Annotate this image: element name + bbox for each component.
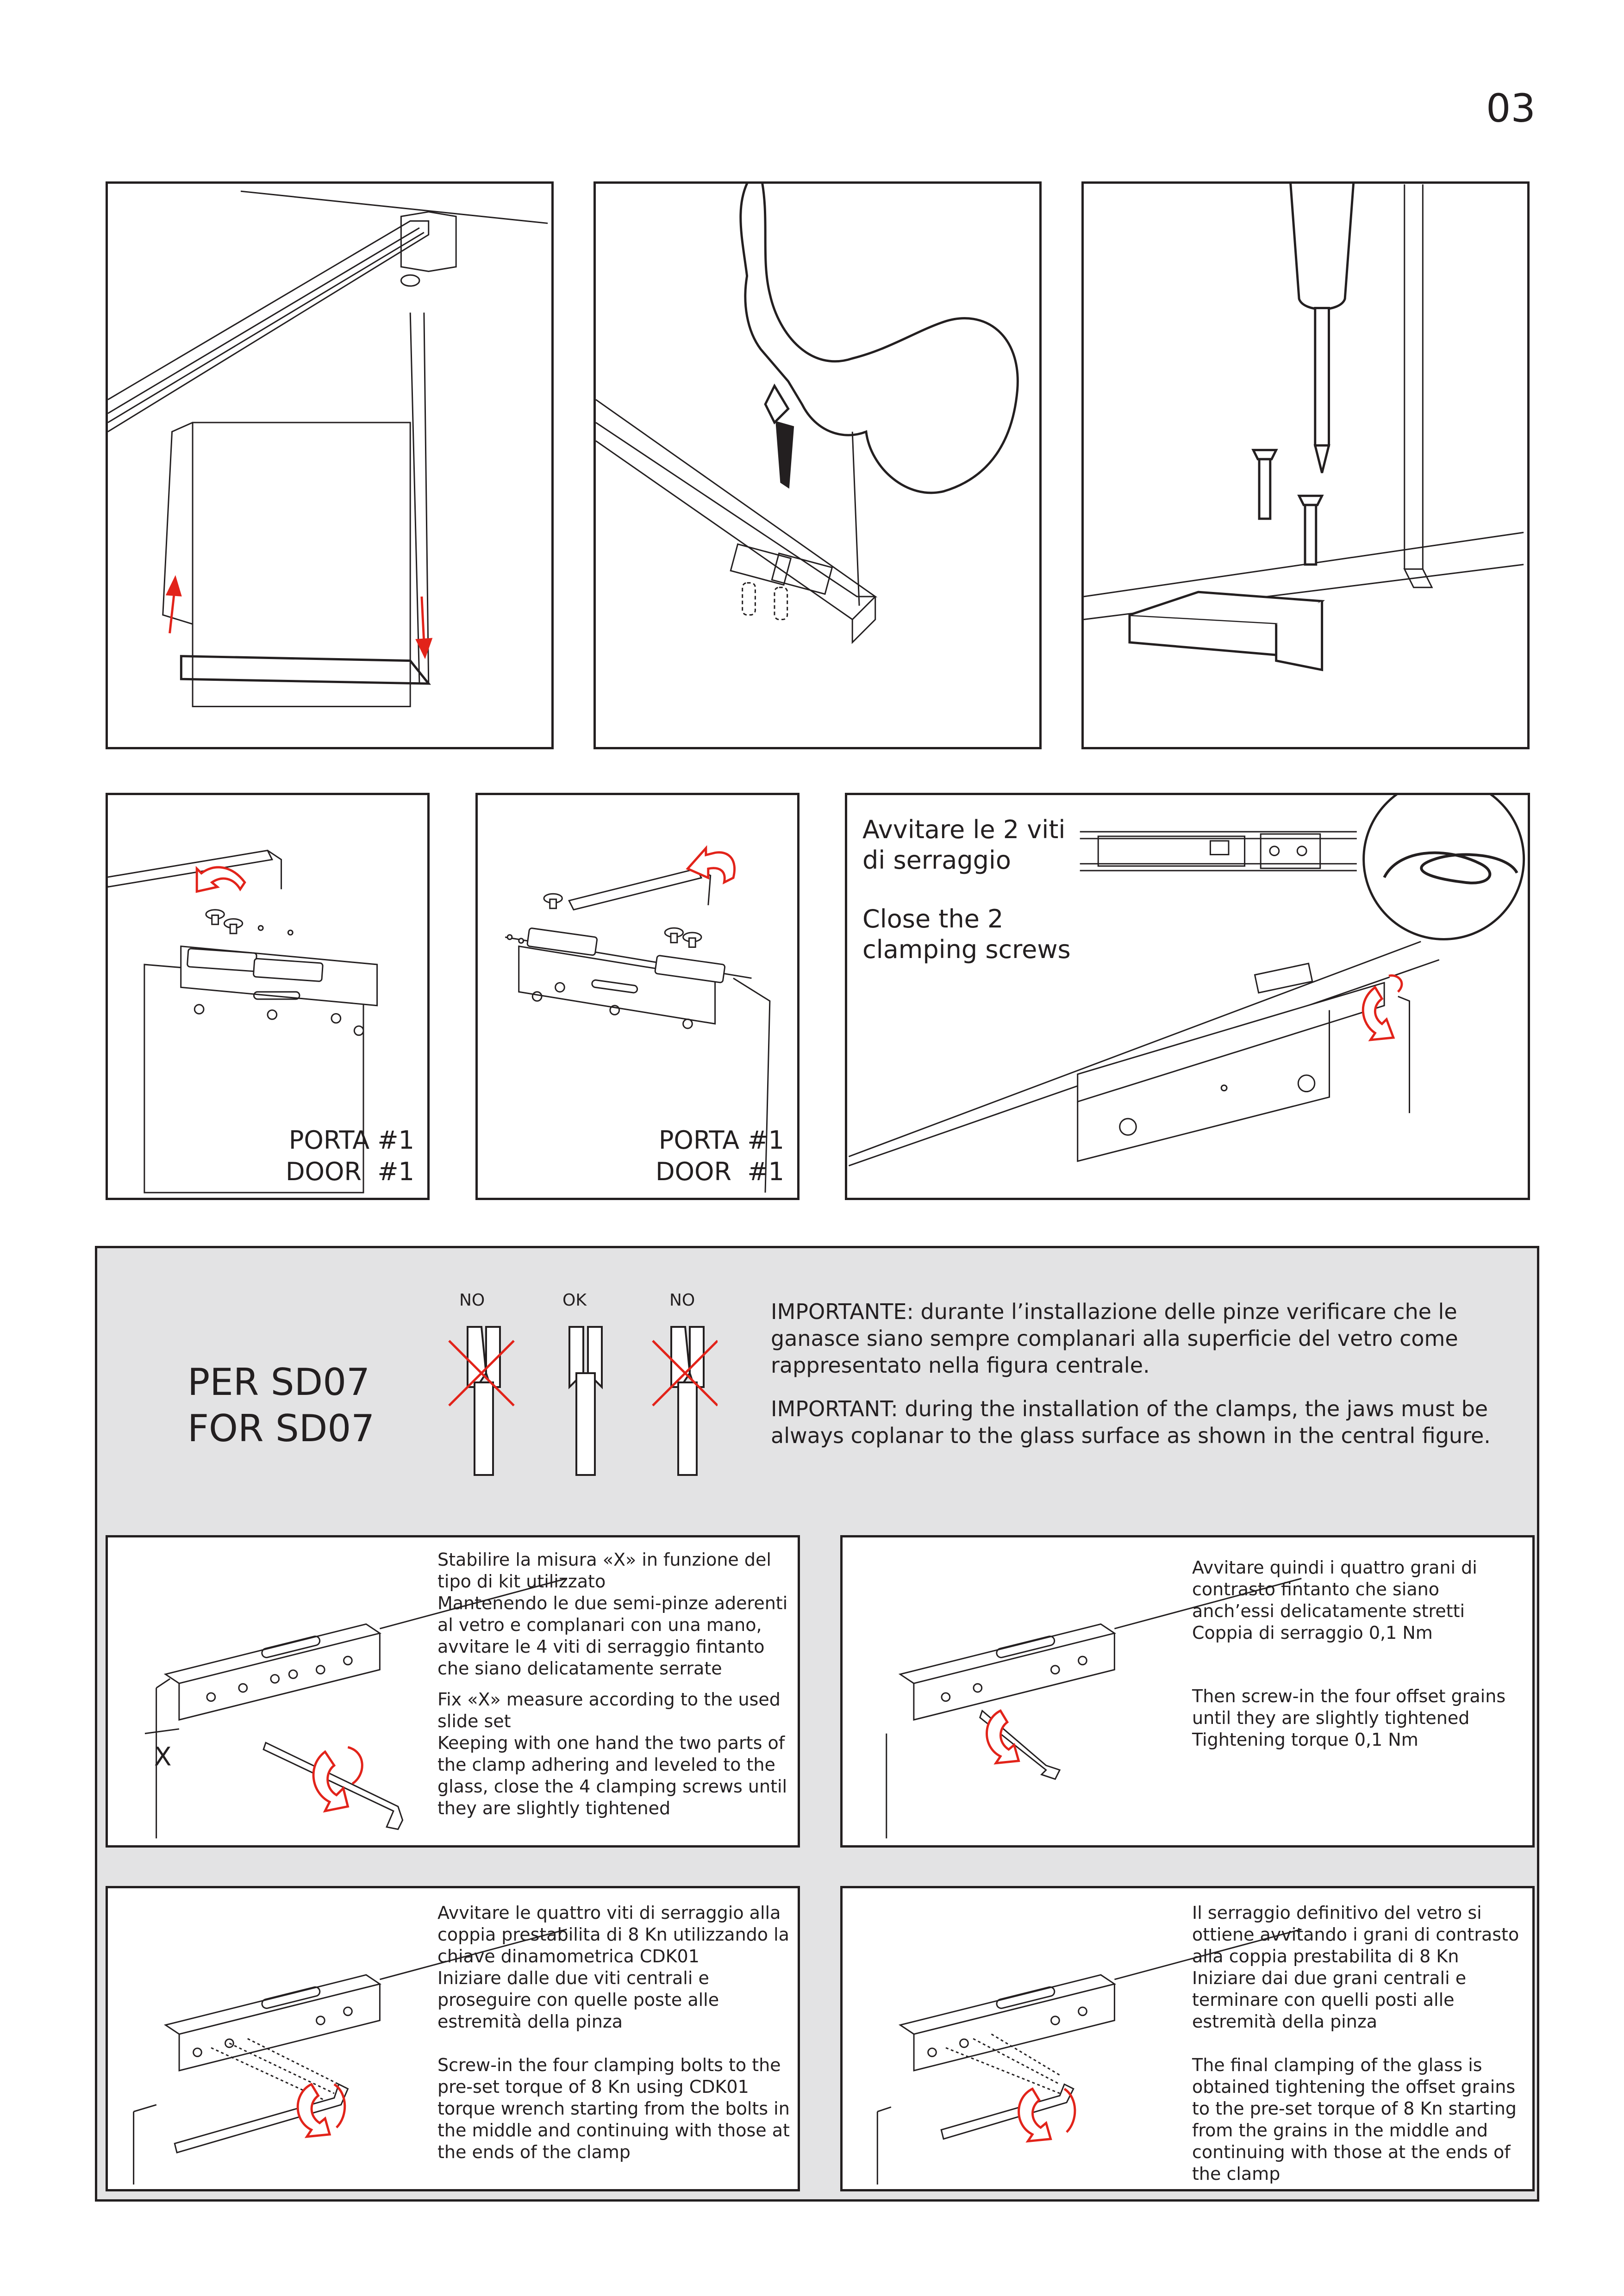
step-2-it-a: Avvitare quindi i quattro grani di contrasto fintanto che siano anch’essi delicatamente stretti — [1192, 1557, 1477, 1621]
up-arrow-icon — [168, 578, 181, 633]
caption-en-line1: Close the 2 — [862, 904, 1004, 933]
panel-clamping-screws — [845, 793, 1530, 1200]
jaw-alignment-figures — [431, 1313, 718, 1480]
step-4-en-a: The final clamping of the glass is obtained tightening the offset grains to the pre-set torque of 8 Kn starting from the grains in the middle and continuing with those at the ends of the clamp — [1192, 2055, 1517, 2184]
step-panel-3 — [106, 1886, 800, 2191]
panel-rail-install — [106, 181, 554, 749]
rail-install-illustration — [108, 184, 551, 747]
panel-door-clamp-2 — [475, 793, 800, 1200]
detail-circle — [1364, 795, 1524, 939]
panel-door-clamp-1 — [106, 793, 430, 1200]
step-1-it-b: Mantenendo le due semi-pinze aderenti al vetro e complanari con una mano, avvitare le 4 viti di serraggio fintanto che siano delicatamente serrate — [437, 1593, 788, 1679]
step-1-text — [437, 1549, 794, 1819]
important-note — [771, 1298, 1521, 1449]
step-2-en-a: Then screw-in the four offset grains until they are slightly tightened — [1192, 1686, 1506, 1728]
step-1-en-b: Keeping with one hand the two parts of the clamp adhering and leveled to the glass, close the 4 clamping screws until they are slightly tightened — [437, 1733, 787, 1818]
jaw-label-ok: OK — [562, 1291, 587, 1310]
step-3-it-a: Avvitare le quattro viti di serraggio alla coppia prestabilita di 8 Kn utilizzando la chiave dinamometrica CDK01 — [437, 1903, 789, 1966]
step-2-text — [1192, 1557, 1525, 1751]
door-label: PORTA #1 DOOR #1 — [655, 1126, 784, 1186]
rotate-arrow-icon — [1019, 2089, 1051, 2141]
step-panel-2 — [840, 1535, 1535, 1848]
important-en: IMPORTANT: during the installation of the clamps, the jaws must be always coplanar to the glass surface as shown in the central figure. — [771, 1396, 1491, 1448]
sd07-title-en: FOR SD07 — [187, 1407, 375, 1450]
caption-en-line2: clamping screws — [862, 935, 1071, 964]
x-measure-label: X — [154, 1742, 172, 1772]
step-1-it-a: Stabilire la misura «X» in funzione del tipo di kit utilizzato — [437, 1549, 771, 1592]
rotate-arrow-icon — [197, 867, 245, 891]
step-panel-4 — [840, 1886, 1535, 2191]
important-it: IMPORTANTE: durante l’installazione delle pinze verificare che le ganasce siano sempre complanari alla superficie del vetro come rappresentato nella figura centrale. — [771, 1299, 1458, 1378]
step-4-text — [1192, 1902, 1525, 2185]
step-2-it-b: Coppia di serraggio 0,1 Nm — [1192, 1623, 1433, 1643]
drill-illustration — [596, 184, 1039, 747]
step-3-en-a: Screw-in the four clamping bolts to the pre-set torque of 8 Kn using CDK01 torque wrench starting from the bolts in the middle and continuing with those at the ends of the clamp — [437, 2055, 790, 2162]
step-2-en-b: Tightening torque 0,1 Nm — [1192, 1730, 1418, 1750]
step-4-it-b: Iniziare dai due grani centrali e terminare con quelli posti alle estremità della pinza — [1192, 1968, 1467, 2032]
step-3-text — [437, 1902, 799, 2163]
caption-it — [862, 815, 1065, 876]
screwdriver-illustration — [1084, 184, 1527, 747]
door-label: PORTA #1 DOOR #1 — [285, 1126, 414, 1186]
sd07-title-it: PER SD07 — [187, 1361, 370, 1404]
panel-screwdriver — [1081, 181, 1530, 749]
sd07-title — [187, 1359, 375, 1452]
step-1-en-a: Fix «X» measure according to the used slide set — [437, 1689, 781, 1731]
caption-it-line1: Avvitare le 2 viti — [862, 815, 1066, 844]
step-panel-1 — [106, 1535, 800, 1848]
caption-it-line2: di serraggio — [862, 846, 1011, 875]
step-4-it-a: Il serraggio definitivo del vetro si ottiene avvitando i grani di contrasto alla coppia prestabilita di 8 Kn — [1192, 1903, 1519, 1966]
jaw-label-no-left: NO — [459, 1291, 485, 1310]
step-3-it-b: Iniziare dalle due viti centrali e proseguire con quelle poste alle estremità della pinza — [437, 1968, 719, 2032]
panel-drill — [593, 181, 1042, 749]
rotate-arrow-icon — [987, 1711, 1019, 1763]
page-number: 03 — [1486, 86, 1536, 131]
jaw-label-no-right: NO — [669, 1291, 695, 1310]
caption-en — [862, 904, 1071, 965]
